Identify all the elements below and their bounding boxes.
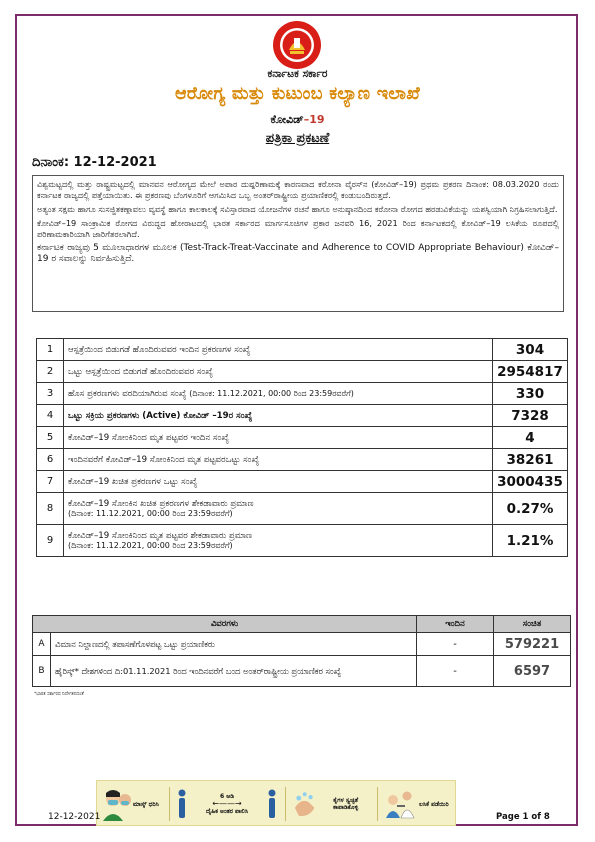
- intro-paragraph: ಕರ್ನಾಟಕ ರಾಜ್ಯವು 5 ಮೂಲಾಧಾರಗಳ ಮೂಲಕ (Test-Track-Treat-Vaccinate and Adherence to COVID Appropriate Behaviour) ಕೋವಿಡ್–19 ರ ಸವಾಲನ್ನು ನಿರ್ವಹಿಸುತ್ತಿದೆ.: [37, 243, 559, 264]
- banner-vaccine: [383, 785, 453, 823]
- arrow-icon: ←——→: [212, 799, 242, 808]
- row-date-range: (ದಿನಾಂಕ: 11.12.2021, 00:00 ರಿಂದ 23:59ರವರೆಗೆ): [68, 540, 233, 550]
- row-today: -: [417, 656, 494, 687]
- travel-table: [32, 615, 571, 687]
- row-label: ಒಟ್ಟು ಸಕ್ರಿಯ ಪ್ರಕರಣಗಳು (Active) ಕೋವಿಡ್ –19ರ ಸಂಖ್ಯೆ: [64, 405, 493, 427]
- row-number: 9: [37, 525, 64, 557]
- header-today: ಇಂದಿನ: [417, 616, 494, 633]
- table-row: [37, 525, 568, 557]
- mask-wearing-icon: [103, 787, 133, 821]
- distance-text: [206, 793, 248, 815]
- table-row: [37, 339, 568, 361]
- row-number: 8: [37, 493, 64, 525]
- banner-divider: [377, 787, 378, 821]
- row-label-cell: [64, 525, 493, 557]
- press-release-title: ಪತ್ರಿಕಾ ಪ್ರಕಟಣೆ: [265, 131, 330, 146]
- banner-divider: [169, 787, 170, 821]
- row-label: ಆಸ್ಪತ್ರೆಯಿಂದ ಬಿಡುಗಡೆ ಹೊಂದಿರುವವರ ಇಂದಿನ ಪ್ರಕರಣಗಳ ಸಂಖ್ಯೆ: [64, 339, 493, 361]
- row-today: -: [417, 633, 494, 656]
- row-label: ವಿಮಾನ ನಿಲ್ದಾಣದಲ್ಲಿ ತಪಾಸಣೆಗೊಳಪಟ್ಟ ಒಟ್ಟು ಪ್ರಯಾಣಿಕರು: [51, 633, 417, 656]
- banner-mask-label: ಮಾಸ್ಕ್ ಧರಿಸಿ: [133, 800, 159, 808]
- table-row: [37, 361, 568, 383]
- table-row: [33, 656, 571, 687]
- banner-wash-label: ಕೈಗಳ ಸ್ವಚ್ಛತೆ ಕಾಪಾಡಿಕೊಳ್ಳಿ: [333, 797, 359, 811]
- intro-paragraph: ಅತ್ಯಂತ ಸಕ್ಷಮ ಹಾಗೂ ಸುಸಜ್ಜಿತಕಣ್ಗಾವಲು ವ್ಯವಸ್ಥೆ ಹಾಗೂ ಕಾಲಕಾಲಕ್ಕೆ ಸವಿಸ್ತಾರವಾದ ಯೋಜನೆಗಳ ರಚನೆ ಹಾಗೂ ಅನುಷ್ಠಾನದಿಂದ ಕರೋನಾ ರೋಗದ ಹರಡುವಿಕೆಯನ್ನು ಯಶಸ್ವಿಯಾಗಿ ನಿಗ್ರಹಿಸಲಾಗುತ್ತಿದೆ.: [37, 204, 558, 214]
- header-total: ಸಂಚಿತ: [494, 616, 571, 633]
- header-details: ವಿವರಗಳು: [33, 616, 417, 633]
- row-label: ಹೈರಿಸ್ಕ್* ದೇಶಗಳಿಂದ ದಿ:01.11.2021 ರಿಂದ ಇಂದಿನವರೆಗೆ ಬಂದ ಅಂತರ್‌ರಾಷ್ಟ್ರೀಯ ಪ್ರಯಾಣಿಕರ ಸಂಖ್ಯೆ: [51, 656, 417, 687]
- table-row: [37, 449, 568, 471]
- stats-table: [36, 338, 568, 557]
- row-value: 1.21%: [493, 525, 568, 557]
- row-date-range: (ದಿನಾಂಕ: 11.12.2021, 00:00 ರಿಂದ 23:59ರವರೆಗೆ): [189, 388, 354, 398]
- footnote: *ಭಾರತ ಸರ್ಕಾರದ ನಿರ್ದೇಶನದಂತೆ: [34, 692, 84, 697]
- footer-date: 12-12-2021: [48, 812, 101, 822]
- distance-value: 6 ಅಡಿ: [220, 793, 234, 800]
- row-label: ಕೋವಿಡ್–19 ಸೋಂಕಿನ ಖಚಿತ ಪ್ರಕರಣಗಳ ಶೇಕಡಾವಾರು ಪ್ರಮಾಣ: [68, 498, 254, 509]
- row-number: 2: [37, 361, 64, 383]
- row-value: 38261: [493, 449, 568, 471]
- row-letter: B: [33, 656, 51, 687]
- row-value: 4: [493, 427, 568, 449]
- row-label-cell: [64, 383, 493, 405]
- row-number: 1: [37, 339, 64, 361]
- row-value: 0.27%: [493, 493, 568, 525]
- banner-handwash: [291, 785, 371, 823]
- row-value: 3000435: [493, 471, 568, 493]
- table-row: [37, 405, 568, 427]
- release-date: ದಿನಾಂಕ: 12-12-2021: [32, 155, 157, 170]
- intro-paragraph: ವಿಶ್ವಮಟ್ಟದಲ್ಲಿ ಮತ್ತು ರಾಷ್ಟ್ರಮಟ್ಟದಲ್ಲಿ ಮಾನವನ ಆರೋಗ್ಯದ ಮೇಲೆ ಅಪಾರ ದುಷ್ಪರಿಣಾಮಕ್ಕೆ ಕಾರಣವಾದ ಕರೋನಾ ವೈರಸ್‌ನ (ಕೋವಿಡ್–19) ಪ್ರಥಮ ಪ್ರಕರಣ ದಿನಾಂಕ: 08.03.2020 ರಂದು ಕರ್ನಾಟಕ ರಾಜ್ಯದಲ್ಲಿ ಪತ್ತೆಯಾಯಿತು. ಈ ಪ್ರಕರಣವು ಬೆಂಗಳೂರಿಗೆ ಆಗಮಿಸಿದ ಒಬ್ಬ ಅಂತರ್‌ರಾಷ್ಟ್ರೀಯ ಪ್ರಯಾಣಿಕರಲ್ಲಿ ಕಂಡುಬಂದಿರುತ್ತದೆ.: [37, 179, 559, 200]
- distance-label: ದೈಹಿಕ ಅಂತರ ಪಾಲಿಸಿ: [205, 808, 249, 815]
- row-number: 6: [37, 449, 64, 471]
- department-title: ಆರೋಗ್ಯ ಮತ್ತು ಕುಟುಂಬ ಕಲ್ಯಾಣ ಇಲಾಖೆ: [175, 84, 420, 104]
- row-value: 330: [493, 383, 568, 405]
- covid-heading: [0, 113, 595, 127]
- person-icon: [267, 789, 277, 819]
- row-label: ಕೋವಿಡ್–19 ಸೋಂಕಿನಿಂದ ಮೃತ ಪಟ್ಟವರ ಇಂದಿನ ಸಂಖ್ಯೆ: [64, 427, 493, 449]
- row-letter: A: [33, 633, 51, 656]
- row-value: 304: [493, 339, 568, 361]
- table-header-row: [33, 616, 571, 633]
- covid-prefix: ಕೋವಿಡ್: [270, 113, 304, 126]
- page-number: Page 1 of 8: [496, 812, 550, 822]
- table-row: [37, 427, 568, 449]
- table-row: [33, 633, 571, 656]
- row-value: 2954817: [493, 361, 568, 383]
- hand-wash-icon: [291, 788, 318, 820]
- row-label-cell: [64, 493, 493, 525]
- row-number: 5: [37, 427, 64, 449]
- row-date-range: (ದಿನಾಂಕ: 11.12.2021, 00:00 ರಿಂದ 23:59ರವರೆಗೆ): [68, 508, 233, 518]
- government-title: ಕರ್ನಾಟಕ ಸರ್ಕಾರ: [267, 68, 328, 80]
- row-label: ಕೋವಿಡ್–19 ಖಚಿತ ಪ್ರಕರಣಗಳ ಒಟ್ಟು ಸಂಖ್ಯೆ: [64, 471, 493, 493]
- row-total: 579221: [494, 633, 571, 656]
- row-total: 6597: [494, 656, 571, 687]
- row-label: ಇಂದಿನವರೆಗೆ ಕೋವಿಡ್–19 ಸೋಂಕಿನಿಂದ ಮೃತ ಪಟ್ಟವರಒಟ್ಟು ಸಂಖ್ಯೆ: [64, 449, 493, 471]
- row-value: 7328: [493, 405, 568, 427]
- banner-distance: [177, 785, 277, 823]
- karnataka-emblem-icon: [272, 20, 322, 70]
- intro-paragraph: ಕೋವಿಡ್–19 ಸಾಂಕ್ರಾಮಿಕ ರೋಗದ ವಿರುದ್ಧದ ಹೋರಾಟದಲ್ಲಿ ಭಾರತ ಸರ್ಕಾರದ ಮಾರ್ಗಸೂಚಿಗಳ ಪ್ರಕಾರ ಜನವರಿ 16, 2021 ರಿಂದ ಕರ್ನಾಟಕದಲ್ಲಿ ಕೋವಿಡ್–19 ಲಸಿಕೆಯ ರೂಪದಲ್ಲಿ ಪರಿಣಾಮಕಾರಿಯಾಗಿ ಜಾರಿಗೆತರಲಾಗಿದೆ.: [37, 218, 559, 239]
- table-row: [37, 383, 568, 405]
- covid-suffix: –19: [303, 113, 325, 126]
- banner-divider: [285, 787, 286, 821]
- row-label: ಹೊಸ ಪ್ರಕರಣಗಳು ವರದಿಯಾಗಿರುವ ಸಂಖ್ಯೆ: [68, 388, 187, 399]
- table-row: [37, 471, 568, 493]
- vaccination-icon: [383, 788, 417, 820]
- row-label: ಕೋವಿಡ್–19 ಸೋಂಕಿನಿಂದ ಮೃತ ಪಟ್ಟವರ ಶೇಕಡಾವಾರು ಪ್ರಮಾಣ: [68, 530, 253, 541]
- intro-box: [32, 175, 564, 312]
- table-row: [37, 493, 568, 525]
- row-number: 4: [37, 405, 64, 427]
- banner-vaccine-label: ಲಸಿಕೆ ಪಡೆಯಿರಿ: [419, 800, 449, 808]
- row-label: ಒಟ್ಟು ಆಸ್ಪತ್ರೆಯಿಂದ ಬಿಡುಗಡೆ ಹೊಂದಿರುವವರ ಸಂಖ್ಯೆ: [64, 361, 493, 383]
- person-icon: [177, 789, 187, 819]
- row-number: 7: [37, 471, 64, 493]
- row-number: 3: [37, 383, 64, 405]
- covid-appropriate-behaviour-banner: [96, 780, 456, 826]
- banner-mask: [103, 785, 163, 823]
